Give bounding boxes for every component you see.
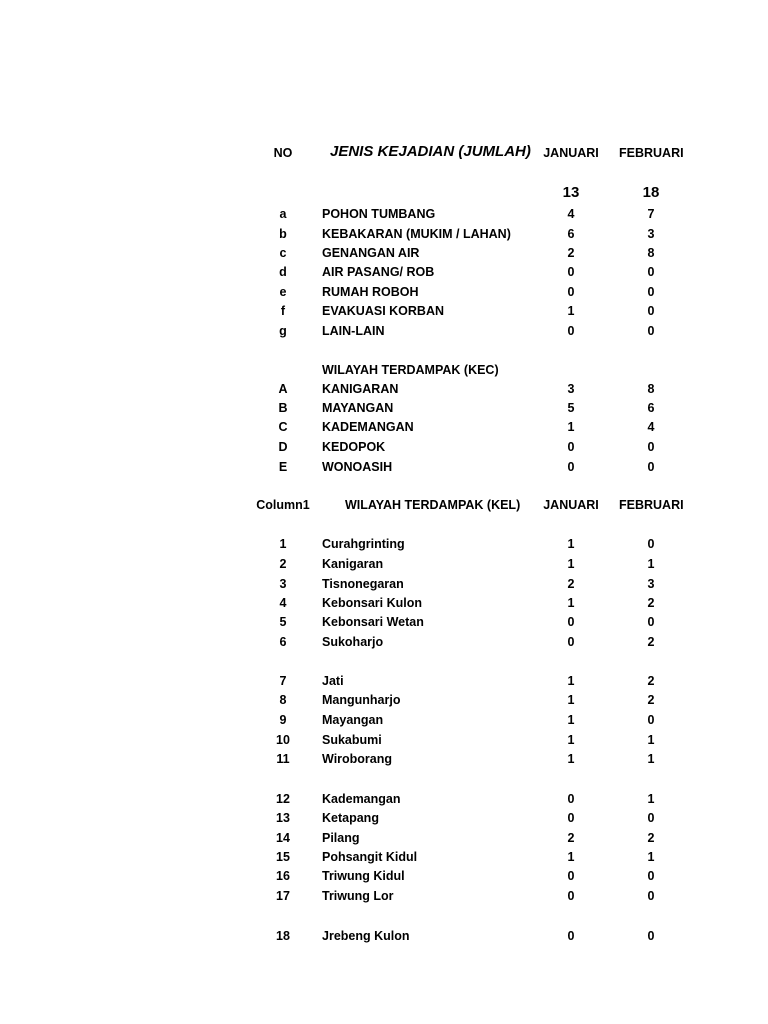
row-januari: 5 — [567, 401, 575, 415]
row-februari: 0 — [647, 265, 655, 279]
row-no: c — [279, 246, 287, 260]
row-februari: 0 — [647, 929, 655, 943]
row-label: WONOASIH — [322, 460, 393, 474]
row-februari: 1 — [647, 792, 655, 806]
row-label: AIR PASANG/ ROB — [322, 265, 435, 279]
row-no: e — [279, 285, 287, 299]
row-januari: 1 — [567, 752, 575, 766]
row-februari: 7 — [647, 207, 655, 221]
row-januari: 0 — [567, 635, 575, 649]
row-no: 18 — [276, 929, 290, 943]
row-label: Triwung Kidul — [322, 869, 405, 883]
row-no: d — [279, 265, 287, 279]
row-no: 12 — [276, 792, 290, 806]
row-label: KADEMANGAN — [322, 420, 414, 434]
row-februari: 2 — [647, 693, 655, 707]
row-no: 14 — [276, 831, 290, 845]
row-label: POHON TUMBANG — [322, 207, 436, 221]
row-januari: 6 — [567, 227, 575, 241]
row-no: B — [278, 401, 288, 415]
row-label: Wiroborang — [322, 752, 393, 766]
header-februari: FEBRUARI — [619, 146, 684, 160]
row-februari: 8 — [647, 382, 655, 396]
row-label: EVAKUASI KORBAN — [322, 304, 444, 318]
row-januari: 0 — [567, 615, 575, 629]
row-no: 7 — [279, 674, 287, 688]
total-februari: 18 — [642, 184, 660, 201]
row-februari: 6 — [647, 401, 655, 415]
row-no: C — [278, 420, 288, 434]
row-no: 5 — [279, 615, 287, 629]
row-januari: 0 — [567, 811, 575, 825]
row-label: KEBAKARAN (MUKIM / LAHAN) — [322, 227, 511, 241]
total-januari: 13 — [562, 184, 580, 201]
row-januari: 1 — [567, 733, 575, 747]
row-no: 11 — [276, 752, 290, 766]
row-februari: 0 — [647, 713, 655, 727]
row-januari: 1 — [567, 596, 575, 610]
row-februari: 8 — [647, 246, 655, 260]
row-januari: 1 — [567, 537, 575, 551]
row-label: LAIN-LAIN — [322, 324, 385, 338]
row-label: Curahgrinting — [322, 537, 405, 551]
kec-header: WILAYAH TERDAMPAK (KEC) — [322, 363, 499, 377]
row-februari: 1 — [647, 752, 655, 766]
row-no: g — [279, 324, 287, 338]
row-januari: 0 — [567, 324, 575, 338]
row-februari: 2 — [647, 635, 655, 649]
row-no: b — [279, 227, 287, 241]
row-februari: 0 — [647, 285, 655, 299]
row-februari: 3 — [647, 227, 655, 241]
header-no: NO — [273, 146, 293, 160]
row-label: RUMAH ROBOH — [322, 285, 419, 299]
row-no: f — [280, 304, 286, 318]
kel-header-februari: FEBRUARI — [619, 498, 684, 512]
row-februari: 4 — [647, 420, 655, 434]
page-title: JENIS KEJADIAN (JUMLAH) — [330, 143, 531, 160]
row-februari: 0 — [647, 324, 655, 338]
row-januari: 0 — [567, 460, 575, 474]
row-label: Pohsangit Kidul — [322, 850, 418, 864]
row-label: Mangunharjo — [322, 693, 401, 707]
row-label: KEDOPOK — [322, 440, 386, 454]
row-januari: 1 — [567, 850, 575, 864]
row-label: Jrebeng Kulon — [322, 929, 410, 943]
row-januari: 0 — [567, 285, 575, 299]
row-no: 6 — [279, 635, 287, 649]
row-label: Pilang — [322, 831, 360, 845]
row-no: 13 — [276, 811, 290, 825]
row-februari: 0 — [647, 615, 655, 629]
kel-header-column1: Column1 — [256, 498, 310, 512]
row-februari: 1 — [647, 733, 655, 747]
row-januari: 4 — [567, 207, 575, 221]
kel-header-label: WILAYAH TERDAMPAK (KEL) — [345, 498, 521, 512]
row-label: Ketapang — [322, 811, 379, 825]
row-no: 9 — [279, 713, 287, 727]
header-januari: JANUARI — [543, 146, 599, 160]
row-label: Jati — [322, 674, 344, 688]
row-label: MAYANGAN — [322, 401, 394, 415]
row-label: Kebonsari Kulon — [322, 596, 423, 610]
row-februari: 0 — [647, 537, 655, 551]
row-no: 2 — [279, 557, 287, 571]
row-februari: 0 — [647, 869, 655, 883]
row-januari: 0 — [567, 440, 575, 454]
row-januari: 0 — [567, 889, 575, 903]
row-januari: 1 — [567, 674, 575, 688]
row-no: 8 — [279, 693, 287, 707]
row-no: E — [278, 460, 288, 474]
row-januari: 0 — [567, 792, 575, 806]
row-februari: 2 — [647, 596, 655, 610]
row-label: Mayangan — [322, 713, 384, 727]
row-januari: 2 — [567, 831, 575, 845]
row-januari: 1 — [567, 557, 575, 571]
row-label: Kanigaran — [322, 557, 384, 571]
row-januari: 0 — [567, 929, 575, 943]
row-februari: 0 — [647, 889, 655, 903]
row-no: 16 — [276, 869, 290, 883]
row-februari: 1 — [647, 850, 655, 864]
row-label: Kebonsari Wetan — [322, 615, 424, 629]
row-januari: 2 — [567, 577, 575, 591]
row-label: Kademangan — [322, 792, 401, 806]
row-februari: 3 — [647, 577, 655, 591]
row-no: D — [278, 440, 288, 454]
row-no: 1 — [279, 537, 287, 551]
row-februari: 1 — [647, 557, 655, 571]
row-label: Sukoharjo — [322, 635, 384, 649]
row-label: Tisnonegaran — [322, 577, 404, 591]
row-januari: 1 — [567, 713, 575, 727]
row-februari: 0 — [647, 811, 655, 825]
row-januari: 1 — [567, 420, 575, 434]
row-no: 3 — [279, 577, 287, 591]
row-label: Sukabumi — [322, 733, 382, 747]
row-februari: 0 — [647, 440, 655, 454]
row-januari: 2 — [567, 246, 575, 260]
row-januari: 0 — [567, 869, 575, 883]
row-januari: 1 — [567, 304, 575, 318]
row-no: a — [279, 207, 287, 221]
row-no: 15 — [276, 850, 290, 864]
row-label: Triwung Lor — [322, 889, 394, 903]
row-februari: 0 — [647, 460, 655, 474]
row-no: 4 — [279, 596, 287, 610]
row-januari: 3 — [567, 382, 575, 396]
row-label: GENANGAN AIR — [322, 246, 420, 260]
row-no: 10 — [276, 733, 290, 747]
row-no: A — [278, 382, 288, 396]
row-no: 17 — [276, 889, 290, 903]
row-label: KANIGARAN — [322, 382, 399, 396]
row-januari: 1 — [567, 693, 575, 707]
row-februari: 2 — [647, 674, 655, 688]
kel-header-januari: JANUARI — [543, 498, 599, 512]
row-februari: 0 — [647, 304, 655, 318]
row-februari: 2 — [647, 831, 655, 845]
row-januari: 0 — [567, 265, 575, 279]
